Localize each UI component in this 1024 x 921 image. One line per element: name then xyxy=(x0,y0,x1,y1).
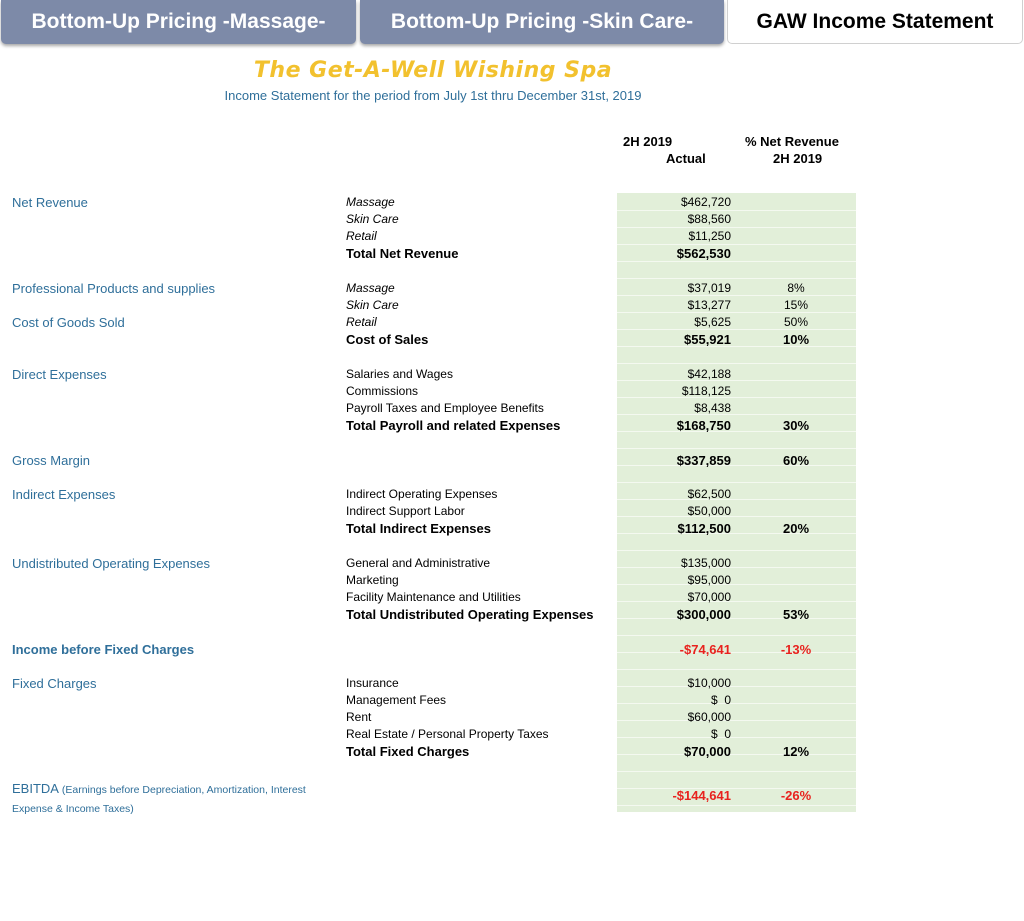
band-gridline xyxy=(617,567,856,568)
value-cell: $ 0 xyxy=(710,693,731,707)
pct-cell-ebitda: -26% xyxy=(780,788,812,803)
tab-gaw-income-statement[interactable]: GAW Income Statement xyxy=(727,0,1023,44)
value-cell-total: $300,000 xyxy=(676,607,731,622)
band-gridline xyxy=(617,703,856,704)
value-cell-total: $55,921 xyxy=(684,332,731,347)
line-item-total-label: Total Net Revenue xyxy=(346,246,459,261)
value-cell: $5,625 xyxy=(694,315,731,329)
band-gridline xyxy=(617,363,856,364)
line-item-label: General and Administrative xyxy=(346,556,491,570)
value-cell: $8,438 xyxy=(694,401,731,415)
band-gridline xyxy=(617,737,856,738)
section-fixed-charges: Fixed Charges xyxy=(12,676,97,691)
band-gridline xyxy=(617,397,856,398)
band-gridline xyxy=(617,244,856,245)
value-cell: $50,000 xyxy=(687,504,731,518)
line-item-label: Skin Care xyxy=(346,212,399,226)
band-gridline xyxy=(617,414,856,415)
band-gridline xyxy=(617,805,856,806)
line-item-label: Salaries and Wages xyxy=(346,367,453,381)
value-cell: $13,277 xyxy=(687,298,731,312)
value-cell: $88,560 xyxy=(687,212,731,226)
value-cell-total: $70,000 xyxy=(684,744,731,759)
ebitda-label: EBITDA xyxy=(12,781,59,796)
section-undistributed-operating-expenses: Undistributed Operating Expenses xyxy=(12,556,211,571)
value-cell: $462,720 xyxy=(680,195,731,209)
band-gridline xyxy=(617,210,856,211)
band-gridline xyxy=(617,550,856,551)
value-cell-total: $168,750 xyxy=(676,418,731,433)
pct-cell: 15% xyxy=(783,298,809,312)
band-gridline xyxy=(617,499,856,500)
pct-cell-total: 20% xyxy=(782,521,810,536)
line-item-total-label: Total Undistributed Operating Expenses xyxy=(346,607,594,622)
value-cell: $70,000 xyxy=(687,590,731,604)
band-gridline xyxy=(617,448,856,449)
value-cell-total: $562,530 xyxy=(676,246,731,261)
pct-cell: 50% xyxy=(783,315,809,329)
line-item-label: Indirect Support Labor xyxy=(346,504,465,518)
pct-cell-total: 10% xyxy=(782,332,810,347)
band-gridline xyxy=(617,720,856,721)
band-gridline xyxy=(617,635,856,636)
ebitda-note-line2: Expense & Income Taxes) xyxy=(12,803,134,815)
column-header-pct-net-revenue: % Net Revenue xyxy=(745,134,839,149)
tab-bottom-up-pricing-massage[interactable]: Bottom-Up Pricing -Massage- xyxy=(1,0,356,44)
pct-cell-total: 12% xyxy=(782,744,810,759)
line-item-total-label: Total Fixed Charges xyxy=(346,744,470,759)
band-gridline xyxy=(617,278,856,279)
ebitda-note: (Earnings before Depreciation, Amortization, Interest xyxy=(61,784,306,796)
value-cell: $ 0 xyxy=(710,727,731,741)
line-item-total-label: Cost of Sales xyxy=(346,332,429,347)
line-item-label: Facility Maintenance and Utilities xyxy=(346,590,521,604)
band-gridline xyxy=(617,601,856,602)
band-gridline xyxy=(617,516,856,517)
value-cell: $60,000 xyxy=(687,710,731,724)
section-gross-margin: Gross Margin xyxy=(12,453,91,468)
band-gridline xyxy=(617,584,856,585)
line-item-label: Marketing xyxy=(346,573,399,587)
value-cell: $135,000 xyxy=(680,556,731,570)
line-item-label: Skin Care xyxy=(346,298,399,312)
line-item-label: Massage xyxy=(346,281,395,295)
sheet-tab-bar xyxy=(0,0,1024,46)
line-item-total-label: Total Indirect Expenses xyxy=(346,521,491,536)
spa-title: The Get-A-Well Wishing Spa xyxy=(253,58,613,83)
pct-cell-income-before-fixed: -13% xyxy=(780,642,812,657)
section-direct-expenses: Direct Expenses xyxy=(12,367,107,382)
value-cell-total: $112,500 xyxy=(677,521,731,536)
tab-bottom-up-pricing-skin-care[interactable]: Bottom-Up Pricing -Skin Care- xyxy=(360,0,724,44)
pct-cell-gross-margin: 60% xyxy=(782,453,810,468)
band-gridline xyxy=(617,261,856,262)
value-cell: $10,000 xyxy=(687,676,731,690)
column-header-pct-period: 2H 2019 xyxy=(773,151,823,166)
section-cost-of-goods-sold: Cost of Goods Sold xyxy=(12,315,125,330)
line-item-label: Rent xyxy=(346,710,372,724)
value-cell-gross-margin: $337,859 xyxy=(676,453,731,468)
line-item-label: Management Fees xyxy=(346,693,447,707)
pct-cell-total: 30% xyxy=(782,418,810,433)
pct-cell-total: 53% xyxy=(782,607,810,622)
line-item-label: Retail xyxy=(346,229,377,243)
value-cell: $62,500 xyxy=(687,487,731,501)
line-item-label: Commissions xyxy=(346,384,419,398)
section-income-before-fixed-charges: Income before Fixed Charges xyxy=(12,642,195,657)
section-ebitda xyxy=(12,780,342,818)
line-item-total-label: Total Payroll and related Expenses xyxy=(346,418,561,433)
statement-subtitle: Income Statement for the period from July 1st thru December 31st, 2019 xyxy=(224,88,642,103)
band-gridline xyxy=(617,669,856,670)
band-gridline xyxy=(617,482,856,483)
band-gridline xyxy=(617,686,856,687)
value-cell: $42,188 xyxy=(687,367,731,381)
line-item-label: Indirect Operating Expenses xyxy=(346,487,498,501)
value-cell: $11,250 xyxy=(688,229,731,243)
line-item-label: Payroll Taxes and Employee Benefits xyxy=(346,401,544,415)
value-cell: $118,125 xyxy=(681,384,731,398)
band-gridline xyxy=(617,771,856,772)
value-cell-ebitda: -$144,641 xyxy=(672,788,731,803)
section-professional-products: Professional Products and supplies xyxy=(12,281,216,296)
pct-cell: 8% xyxy=(787,281,805,295)
line-item-label: Real Estate / Personal Property Taxes xyxy=(346,727,549,741)
line-item-label: Retail xyxy=(346,315,377,329)
line-item-label: Massage xyxy=(346,195,395,209)
band-gridline xyxy=(617,227,856,228)
section-net-revenue: Net Revenue xyxy=(12,195,88,210)
column-header-actual: Actual xyxy=(666,151,706,166)
line-item-label: Insurance xyxy=(346,676,399,690)
value-cell: $95,000 xyxy=(687,573,731,587)
band-gridline xyxy=(617,380,856,381)
section-indirect-expenses: Indirect Expenses xyxy=(12,487,116,502)
column-header-period: 2H 2019 xyxy=(623,134,673,149)
value-cell-income-before-fixed: -$74,641 xyxy=(679,642,731,657)
value-cell: $37,019 xyxy=(687,281,731,295)
